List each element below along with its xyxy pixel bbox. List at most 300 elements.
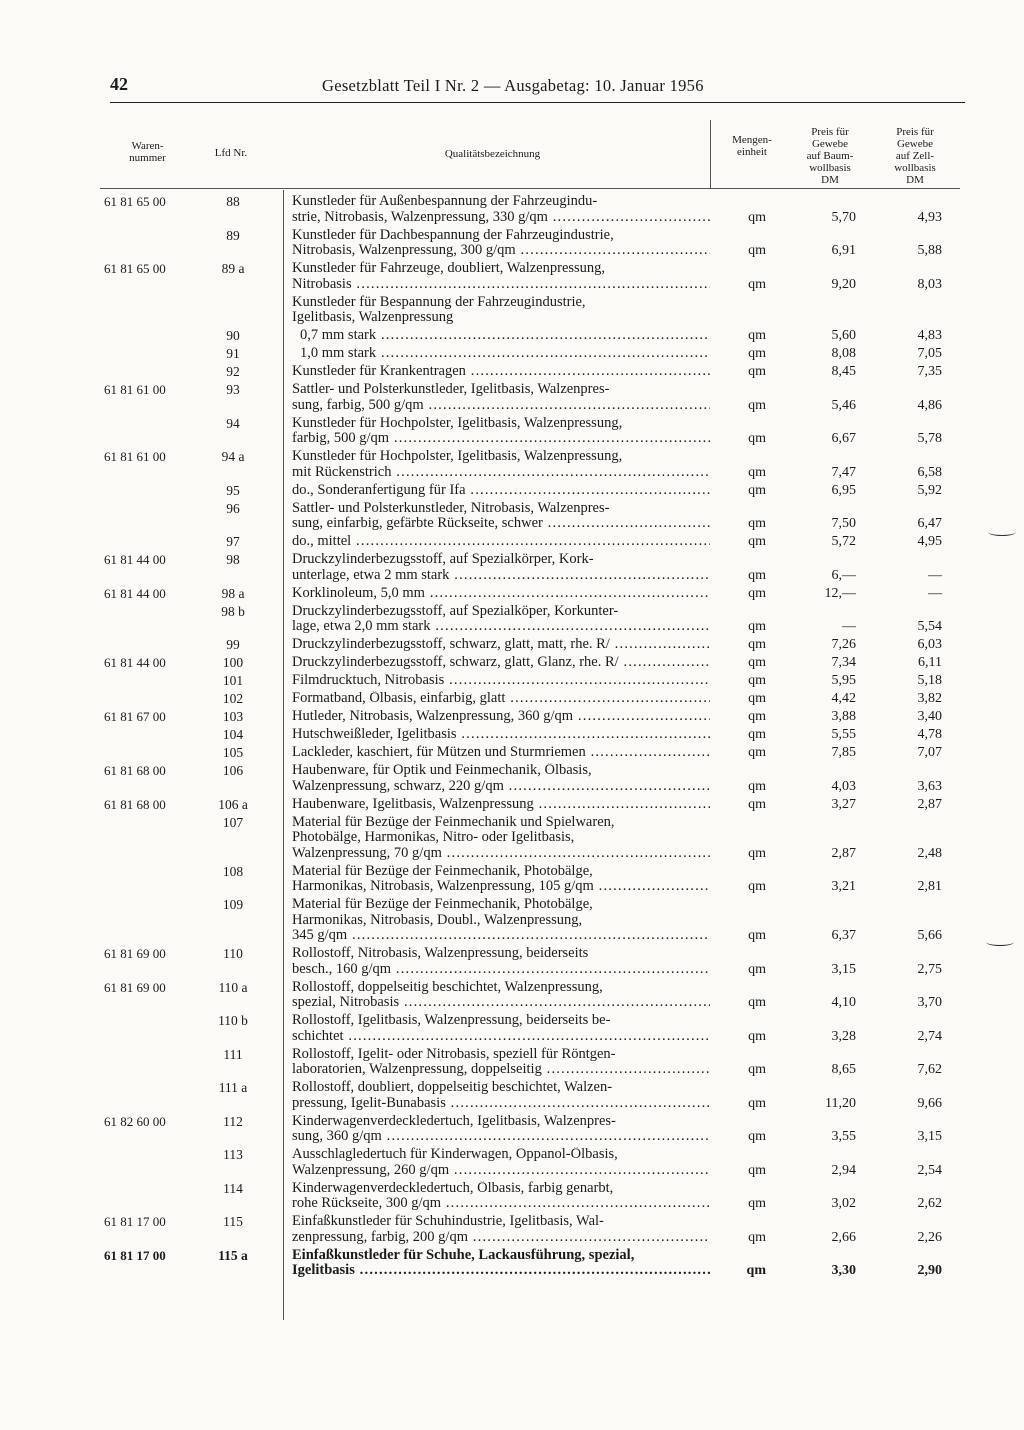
col-qualitaet: Qualitätsbezeichnung xyxy=(444,148,541,160)
qualitaet-cell xyxy=(292,346,710,362)
mengeneinheit-cell: qm xyxy=(748,346,766,361)
preis-baumwolle-cell: 6,67 xyxy=(831,431,856,446)
description-line: Rollostoff, Igelit- oder Nitrobasis, speziell für Röntgen- xyxy=(292,1046,616,1062)
warennummer-cell: 61 82 60 00 xyxy=(104,1113,166,1129)
table-row xyxy=(0,709,1024,725)
qualitaet-cell xyxy=(292,552,710,583)
warennummer-cell: 61 81 68 00 xyxy=(104,763,166,778)
lfd-nr-cell: 88 xyxy=(226,194,240,209)
preis-baumwolle-cell: 5,70 xyxy=(831,209,856,225)
preis-baumwolle-cell: 3,15 xyxy=(831,961,856,977)
lfd-nr-cell: 112 xyxy=(223,1113,243,1129)
qualitaet-cell xyxy=(292,864,710,895)
description-line: Photobälge, Harmonikas, Nitro- oder Igelitbasis, xyxy=(292,830,575,845)
lfd-nr-cell: 92 xyxy=(226,364,240,379)
preis-zellwolle-cell: 2,81 xyxy=(917,879,942,894)
mengeneinheit-cell: qm xyxy=(748,1028,766,1044)
mengeneinheit-cell: qm xyxy=(748,567,766,583)
preis-baumwolle-cell: 3,21 xyxy=(831,879,856,894)
qualitaet-cell xyxy=(292,416,710,447)
description-line: Filmdrucktuch, Nitrobasis ..... xyxy=(292,673,710,689)
mengeneinheit-cell: qm xyxy=(748,516,766,531)
lfd-nr-cell: 110 b xyxy=(218,1013,248,1028)
preis-baumwolle-cell: — xyxy=(842,619,856,634)
qualitaet-cell xyxy=(292,1080,710,1111)
qualitaet-cell xyxy=(292,709,710,725)
mengeneinheit-cell: qm xyxy=(748,655,766,670)
preis-baumwolle-cell: 3,27 xyxy=(831,796,856,812)
warennummer-cell: 61 81 65 00 xyxy=(104,194,166,209)
preis-zellwolle-cell: 3,70 xyxy=(917,995,942,1010)
lfd-nr-cell: 115 a xyxy=(218,1247,248,1263)
lfd-nr-cell: 106 xyxy=(222,763,244,778)
lfd-nr-cell: 91 xyxy=(226,346,240,361)
mengeneinheit-cell: qm xyxy=(748,745,766,760)
description-line: do., Sonderanfertigung für Ifa ..... xyxy=(292,483,710,499)
description-line: Hutleder, Nitrobasis, Walzenpressung, 360 g/qm ..... xyxy=(292,709,710,725)
description-line: Formatband, Ölbasis, einfarbig, glatt ..... xyxy=(292,691,710,707)
preis-baumwolle-cell: 7,47 xyxy=(831,464,856,480)
qualitaet-cell xyxy=(292,1047,710,1078)
preis-baumwolle-cell: 9,20 xyxy=(831,276,856,292)
mengeneinheit-cell: qm xyxy=(748,673,766,688)
description-line: Igelitbasis, Walzenpressung xyxy=(292,310,454,325)
preis-zellwolle-cell: 7,35 xyxy=(917,364,942,379)
table-row xyxy=(0,655,1024,671)
preis-baumwolle-cell: 6,91 xyxy=(831,243,856,258)
description-line: mit Rückenstrich ..... xyxy=(292,465,710,481)
qualitaet-cell xyxy=(292,586,710,602)
header-divider xyxy=(710,120,711,188)
lfd-nr-cell: 98 xyxy=(226,552,240,567)
description-line: schichtet ..... xyxy=(292,1029,710,1045)
table-row xyxy=(0,897,1024,944)
lfd-nr-cell: 110 xyxy=(223,946,243,961)
col-warennummer: Waren- nummer xyxy=(129,140,166,164)
lfd-nr-cell: 93 xyxy=(226,382,240,397)
table-row xyxy=(0,815,1024,862)
description-line: Material für Bezüge der Feinmechanik, Photobälge, xyxy=(292,863,593,879)
qualitaet-cell xyxy=(292,449,710,480)
description-line: Rollostoff, Nitrobasis, Walzenpressung, beiderseits xyxy=(292,946,589,961)
table-row xyxy=(0,295,1024,326)
mengeneinheit-cell: qm xyxy=(748,1196,766,1211)
preis-zellwolle-cell: 6,03 xyxy=(917,637,942,652)
description-line: Haubenware, für Optik und Feinmechanik, Ölbasis, xyxy=(292,763,592,778)
description-line: Haubenware, Igelitbasis, Walzenpressung ..... xyxy=(292,797,710,813)
preis-baumwolle-cell: 2,66 xyxy=(831,1229,856,1245)
lfd-nr-cell: 113 xyxy=(223,1147,243,1162)
qualitaet-cell xyxy=(292,194,710,225)
lfd-nr-cell: 104 xyxy=(222,727,244,742)
preis-zellwolle-cell: 6,58 xyxy=(917,464,942,480)
description-line: sung, einfarbig, gefärbte Rückseite, schwer ..... xyxy=(292,516,710,532)
lfd-nr-cell: 89 xyxy=(226,227,240,243)
header-title: Gesetzblatt Teil I Nr. 2 — Ausgabetag: 10. Januar 1956 xyxy=(322,76,704,95)
preis-baumwolle-cell: 5,60 xyxy=(831,328,856,343)
description-line: Rollostoff, Igelitbasis, Walzenpressung, beiderseits be- xyxy=(292,1013,611,1028)
preis-zellwolle-cell: 4,83 xyxy=(917,328,942,343)
lfd-nr-cell: 94 xyxy=(226,415,240,431)
table-row xyxy=(0,382,1024,413)
lfd-nr-cell: 100 xyxy=(222,655,244,670)
mengeneinheit-cell: qm xyxy=(748,364,766,379)
preis-zellwolle-cell: 7,07 xyxy=(917,745,942,760)
mengeneinheit-cell: qm xyxy=(748,691,766,706)
description-line: lage, etwa 2,0 mm stark ..... xyxy=(292,619,710,635)
description-line: Druckzylinderbezugsstoff, auf Spezialköper, Korkunter- xyxy=(292,603,619,619)
description-line: 0,7 mm stark ..... xyxy=(292,328,710,344)
preis-zellwolle-cell: 2,74 xyxy=(917,1028,942,1044)
qualitaet-cell xyxy=(292,534,710,550)
description-line: Igelitbasis ..... xyxy=(292,1263,710,1279)
description-line: Kunstleder für Bespannung der Fahrzeugindustrie, xyxy=(292,294,586,310)
description-line: 345 g/qm ..... xyxy=(292,928,710,944)
table-row xyxy=(0,1181,1024,1212)
preis-baumwolle-cell: 2,87 xyxy=(831,845,856,861)
preis-baumwolle-cell: 7,34 xyxy=(831,655,856,670)
col-preis-zellwolle: Preis für Gewebe auf Zell- wollbasis DM xyxy=(894,126,936,186)
qualitaet-cell xyxy=(292,228,710,259)
table-row xyxy=(0,980,1024,1011)
mengeneinheit-cell: qm xyxy=(748,928,766,943)
table-row xyxy=(0,727,1024,743)
qualitaet-cell xyxy=(292,637,710,653)
mengeneinheit-cell: qm xyxy=(748,637,766,652)
description-line: Nitrobasis ..... xyxy=(292,277,710,293)
preis-zellwolle-cell: 9,66 xyxy=(917,1095,942,1111)
lfd-nr-cell: 110 a xyxy=(218,979,248,995)
warennummer-cell: 61 81 44 00 xyxy=(104,552,166,567)
preis-baumwolle-cell: 2,94 xyxy=(831,1162,856,1178)
mengeneinheit-cell: qm xyxy=(746,1263,766,1278)
preis-baumwolle-cell: 3,55 xyxy=(831,1129,856,1144)
mengeneinheit-cell: qm xyxy=(748,1162,766,1178)
warennummer-cell: 61 81 69 00 xyxy=(104,946,166,961)
qualitaet-cell xyxy=(292,815,710,862)
table-row xyxy=(0,328,1024,344)
qualitaet-cell xyxy=(292,1114,710,1145)
warennummer-cell: 61 81 68 00 xyxy=(104,796,166,812)
description-line: Hutschweißleder, Igelitbasis ..... xyxy=(292,727,710,743)
table-row xyxy=(0,586,1024,602)
lfd-nr-cell: 99 xyxy=(226,637,240,652)
mengeneinheit-cell: qm xyxy=(748,619,766,634)
lfd-nr-cell: 90 xyxy=(226,328,240,343)
preis-zellwolle-cell: 6,11 xyxy=(918,655,942,670)
description-line: do., mittel ..... xyxy=(292,534,710,550)
table-row xyxy=(0,552,1024,583)
description-line: Einfaßkunstleder für Schuhindustrie, Igelitbasis, Wal- xyxy=(292,1214,604,1229)
description-line: Walzenpressung, 70 g/qm ..... xyxy=(292,846,710,862)
table-row xyxy=(0,534,1024,550)
preis-baumwolle-cell: 12,— xyxy=(824,585,856,601)
table-row xyxy=(0,604,1024,635)
warennummer-cell: 61 81 17 00 xyxy=(104,1247,166,1263)
description-line: besch., 160 g/qm ..... xyxy=(292,962,710,978)
table-row xyxy=(0,483,1024,499)
mengeneinheit-cell: qm xyxy=(748,778,766,794)
preis-baumwolle-cell: 8,08 xyxy=(831,346,856,361)
preis-baumwolle-cell: 8,45 xyxy=(831,364,856,379)
preis-baumwolle-cell: 6,— xyxy=(831,567,856,583)
table-row xyxy=(0,1080,1024,1111)
table-row xyxy=(0,797,1024,813)
lfd-nr-cell: 107 xyxy=(222,814,244,830)
preis-baumwolle-cell: 5,46 xyxy=(831,397,856,413)
preis-baumwolle-cell: 3,02 xyxy=(831,1196,856,1211)
preis-zellwolle-cell: 4,78 xyxy=(917,727,942,742)
preis-zellwolle-cell: 5,78 xyxy=(917,431,942,446)
lfd-nr-cell: 101 xyxy=(222,673,244,688)
preis-zellwolle-cell: 3,63 xyxy=(917,778,942,794)
description-line: Walzenpressung, schwarz, 220 g/qm ..... xyxy=(292,779,710,795)
qualitaet-cell xyxy=(292,483,710,499)
lfd-nr-cell: 96 xyxy=(226,500,240,516)
preis-zellwolle-cell: — xyxy=(928,567,942,583)
mengeneinheit-cell: qm xyxy=(748,209,766,225)
description-line: Kunstleder für Hochpolster, Igelitbasis, Walzenpressung, xyxy=(292,449,623,464)
col-lfd-nr: Lfd Nr. xyxy=(214,147,248,159)
table-row xyxy=(0,864,1024,895)
qualitaet-cell xyxy=(292,897,710,944)
col-preis-baumwolle: Preis für Gewebe auf Baum- wollbasis DM xyxy=(806,126,854,186)
qualitaet-cell xyxy=(292,980,710,1011)
mengeneinheit-cell: qm xyxy=(748,328,766,343)
description-line: Sattler- und Polsterkunstleder, Igelitbasis, Walzenpres- xyxy=(292,382,610,397)
table-row xyxy=(0,745,1024,761)
description-line: Einfaßkunstleder für Schuhe, Lackausführung, spezial, xyxy=(292,1247,635,1263)
warennummer-cell: 61 81 17 00 xyxy=(104,1214,166,1229)
preis-baumwolle-cell: 6,95 xyxy=(831,482,856,498)
preis-zellwolle-cell: 2,48 xyxy=(917,845,942,861)
preis-zellwolle-cell: 2,87 xyxy=(917,796,942,812)
preis-zellwolle-cell: 5,92 xyxy=(917,482,942,498)
preis-zellwolle-cell: 2,26 xyxy=(917,1229,942,1245)
lfd-nr-cell: 111 a xyxy=(218,1080,248,1095)
table-row xyxy=(0,1047,1024,1078)
qualitaet-cell xyxy=(292,727,710,743)
description-line: Harmonikas, Nitrobasis, Doubl., Walzenpressung, xyxy=(292,912,583,928)
lfd-nr-cell: 109 xyxy=(222,897,244,912)
description-line: Korklinoleum, 5,0 mm ..... xyxy=(292,586,710,602)
table-row xyxy=(0,946,1024,977)
preis-zellwolle-cell: 5,66 xyxy=(917,928,942,943)
mengeneinheit-cell: qm xyxy=(748,1062,766,1077)
warennummer-cell: 61 81 44 00 xyxy=(104,655,166,670)
qualitaet-cell xyxy=(292,604,710,635)
col-mengeneinheit: Mengen- einheit xyxy=(732,134,772,158)
qualitaet-cell xyxy=(292,1181,710,1212)
qualitaet-cell xyxy=(292,745,710,761)
mengeneinheit-cell: qm xyxy=(748,482,766,498)
mengeneinheit-cell: qm xyxy=(748,1129,766,1144)
preis-baumwolle-cell: 4,10 xyxy=(831,995,856,1010)
margin-mark xyxy=(988,528,1016,536)
preis-zellwolle-cell: 4,86 xyxy=(917,397,942,413)
mengeneinheit-cell: qm xyxy=(748,276,766,292)
description-line: sung, 360 g/qm ..... xyxy=(292,1129,710,1145)
lfd-nr-cell: 98 a xyxy=(221,585,245,601)
preis-baumwolle-cell: 6,37 xyxy=(831,928,856,943)
table-row xyxy=(0,763,1024,794)
mengeneinheit-cell: qm xyxy=(748,1095,766,1111)
preis-zellwolle-cell: 2,54 xyxy=(917,1162,942,1178)
mengeneinheit-cell: qm xyxy=(748,709,766,724)
lfd-nr-cell: 94 a xyxy=(221,449,245,464)
table-row xyxy=(0,1114,1024,1145)
warennummer-cell: 61 81 65 00 xyxy=(104,261,166,276)
lfd-nr-cell: 114 xyxy=(223,1180,243,1196)
qualitaet-cell xyxy=(292,946,710,977)
warennummer-cell: 61 81 67 00 xyxy=(104,709,166,724)
lfd-nr-cell: 89 a xyxy=(221,261,245,276)
qualitaet-cell xyxy=(292,1147,710,1178)
description-line: Nitrobasis, Walzenpressung, 300 g/qm ..... xyxy=(292,243,710,259)
table-row xyxy=(0,673,1024,689)
table-row xyxy=(0,1248,1024,1279)
page-number: 42 xyxy=(110,74,128,94)
lfd-nr-cell: 108 xyxy=(222,863,244,879)
preis-zellwolle-cell: — xyxy=(928,585,942,601)
description-line: Walzenpressung, 260 g/qm ..... xyxy=(292,1163,710,1179)
preis-zellwolle-cell: 7,05 xyxy=(917,346,942,361)
lfd-nr-cell: 98 b xyxy=(221,603,245,619)
description-line: Material für Bezüge der Feinmechanik, Photobälge, xyxy=(292,897,593,912)
table-row xyxy=(0,691,1024,707)
qualitaet-cell xyxy=(292,382,710,413)
description-line: Druckzylinderbezugsstoff, schwarz, glatt, Glanz, rhe. R/ ..... xyxy=(292,655,710,671)
description-line: Kunstleder für Fahrzeuge, doubliert, Walzenpressung, xyxy=(292,261,606,276)
lfd-nr-cell: 105 xyxy=(222,745,244,760)
preis-baumwolle-cell: 7,85 xyxy=(831,745,856,760)
table-row xyxy=(0,1214,1024,1245)
preis-baumwolle-cell: 3,88 xyxy=(831,709,856,724)
mengeneinheit-cell: qm xyxy=(748,1229,766,1245)
qualitaet-cell xyxy=(292,1214,710,1245)
mengeneinheit-cell: qm xyxy=(748,995,766,1010)
warennummer-cell: 61 81 44 00 xyxy=(104,585,166,601)
column-headers xyxy=(100,118,960,189)
preis-baumwolle-cell: 8,65 xyxy=(831,1062,856,1077)
warennummer-cell: 61 81 69 00 xyxy=(104,979,166,995)
preis-zellwolle-cell: 8,03 xyxy=(917,276,942,292)
qualitaet-cell xyxy=(292,328,710,344)
qualitaet-cell xyxy=(292,797,710,813)
preis-zellwolle-cell: 4,93 xyxy=(917,209,942,225)
mengeneinheit-cell: qm xyxy=(748,727,766,742)
warennummer-cell: 61 81 61 00 xyxy=(104,449,166,464)
qualitaet-cell xyxy=(292,691,710,707)
preis-baumwolle-cell: 11,20 xyxy=(825,1095,856,1111)
qualitaet-cell xyxy=(292,364,710,380)
mengeneinheit-cell: qm xyxy=(748,961,766,977)
table-row xyxy=(0,194,1024,225)
description-line: Kinderwagenverdeckledertuch, Ölbasis, farbig genarbt, xyxy=(292,1180,614,1196)
table-row xyxy=(0,1147,1024,1178)
qualitaet-cell xyxy=(292,673,710,689)
lfd-nr-cell: 115 xyxy=(223,1214,243,1229)
page-header xyxy=(110,74,965,103)
preis-baumwolle-cell: 5,72 xyxy=(831,534,856,549)
mengeneinheit-cell: qm xyxy=(748,879,766,894)
preis-zellwolle-cell: 2,75 xyxy=(917,961,942,977)
preis-baumwolle-cell: 3,30 xyxy=(831,1263,856,1278)
mengeneinheit-cell: qm xyxy=(748,796,766,812)
mengeneinheit-cell: qm xyxy=(748,243,766,258)
preis-baumwolle-cell: 7,26 xyxy=(831,637,856,652)
margin-mark xyxy=(986,938,1014,946)
description-line: Rollostoff, doppelseitig beschichtet, Walzenpressung, xyxy=(292,979,603,995)
description-line: Druckzylinderbezugsstoff, schwarz, glatt, matt, rhe. R/ ..... xyxy=(292,637,710,653)
lfd-nr-cell: 103 xyxy=(222,709,244,724)
lfd-nr-cell: 102 xyxy=(222,691,244,706)
preis-zellwolle-cell: 3,15 xyxy=(917,1129,942,1144)
preis-zellwolle-cell: 7,62 xyxy=(917,1062,942,1077)
preis-zellwolle-cell: 5,18 xyxy=(917,673,942,688)
description-line: spezial, Nitrobasis ..... xyxy=(292,995,710,1011)
mengeneinheit-cell: qm xyxy=(748,464,766,480)
lfd-nr-cell: 97 xyxy=(226,534,240,549)
table-row xyxy=(0,637,1024,653)
table-row xyxy=(0,364,1024,380)
mengeneinheit-cell: qm xyxy=(748,585,766,601)
preis-zellwolle-cell: 4,95 xyxy=(917,534,942,549)
description-line: Kunstleder für Hochpolster, Igelitbasis, Walzenpressung, xyxy=(292,415,623,431)
mengeneinheit-cell: qm xyxy=(748,431,766,446)
qualitaet-cell xyxy=(292,763,710,794)
qualitaet-cell xyxy=(292,1013,710,1044)
description-line: farbig, 500 g/qm ..... xyxy=(292,431,710,447)
preis-baumwolle-cell: 4,03 xyxy=(831,778,856,794)
description-line: Harmonikas, Nitrobasis, Walzenpressung, 105 g/qm ..... xyxy=(292,879,710,895)
description-line: Kunstleder für Dachbespannung der Fahrzeugindustrie, xyxy=(292,227,614,243)
table-row xyxy=(0,261,1024,292)
description-line: pressung, Igelit-Bunabasis ..... xyxy=(292,1096,710,1112)
description-line: zenpressung, farbig, 200 g/qm ..... xyxy=(292,1230,710,1246)
description-line: strie, Nitrobasis, Walzenpressung, 330 g/qm ..... xyxy=(292,210,710,226)
preis-baumwolle-cell: 5,55 xyxy=(831,727,856,742)
table-row xyxy=(0,416,1024,447)
description-line: Rollostoff, doubliert, doppelseitig beschichtet, Walzen- xyxy=(292,1080,613,1095)
preis-zellwolle-cell: 3,40 xyxy=(917,709,942,724)
preis-baumwolle-cell: 5,95 xyxy=(831,673,856,688)
preis-zellwolle-cell: 2,62 xyxy=(917,1196,942,1211)
preis-zellwolle-cell: 5,54 xyxy=(917,619,942,634)
description-line: rohe Rückseite, 300 g/qm ..... xyxy=(292,1196,710,1212)
warennummer-cell: 61 81 61 00 xyxy=(104,382,166,397)
description-line: Lackleder, kaschiert, für Mützen und Sturmriemen ..... xyxy=(292,745,710,761)
mengeneinheit-cell: qm xyxy=(748,845,766,861)
description-line: unterlage, etwa 2 mm stark ..... xyxy=(292,568,710,584)
preis-zellwolle-cell: 3,82 xyxy=(917,691,942,706)
qualitaet-cell xyxy=(292,501,710,532)
preis-zellwolle-cell: 6,47 xyxy=(917,516,942,531)
table-row xyxy=(0,1013,1024,1044)
description-line: Kunstleder für Krankentragen ..... xyxy=(292,364,710,380)
lfd-nr-cell: 95 xyxy=(226,482,240,498)
table-row xyxy=(0,449,1024,480)
table-row xyxy=(0,228,1024,259)
mengeneinheit-cell: qm xyxy=(748,397,766,413)
qualitaet-cell xyxy=(292,295,710,326)
description-line: Kunstleder für Außenbespannung der Fahrzeugindu- xyxy=(292,194,598,209)
preis-baumwolle-cell: 7,50 xyxy=(831,516,856,531)
preis-baumwolle-cell: 4,42 xyxy=(831,691,856,706)
lfd-nr-cell: 106 a xyxy=(218,796,248,812)
description-line: sung, farbig, 500 g/qm ..... xyxy=(292,398,710,414)
preis-zellwolle-cell: 5,88 xyxy=(917,243,942,258)
